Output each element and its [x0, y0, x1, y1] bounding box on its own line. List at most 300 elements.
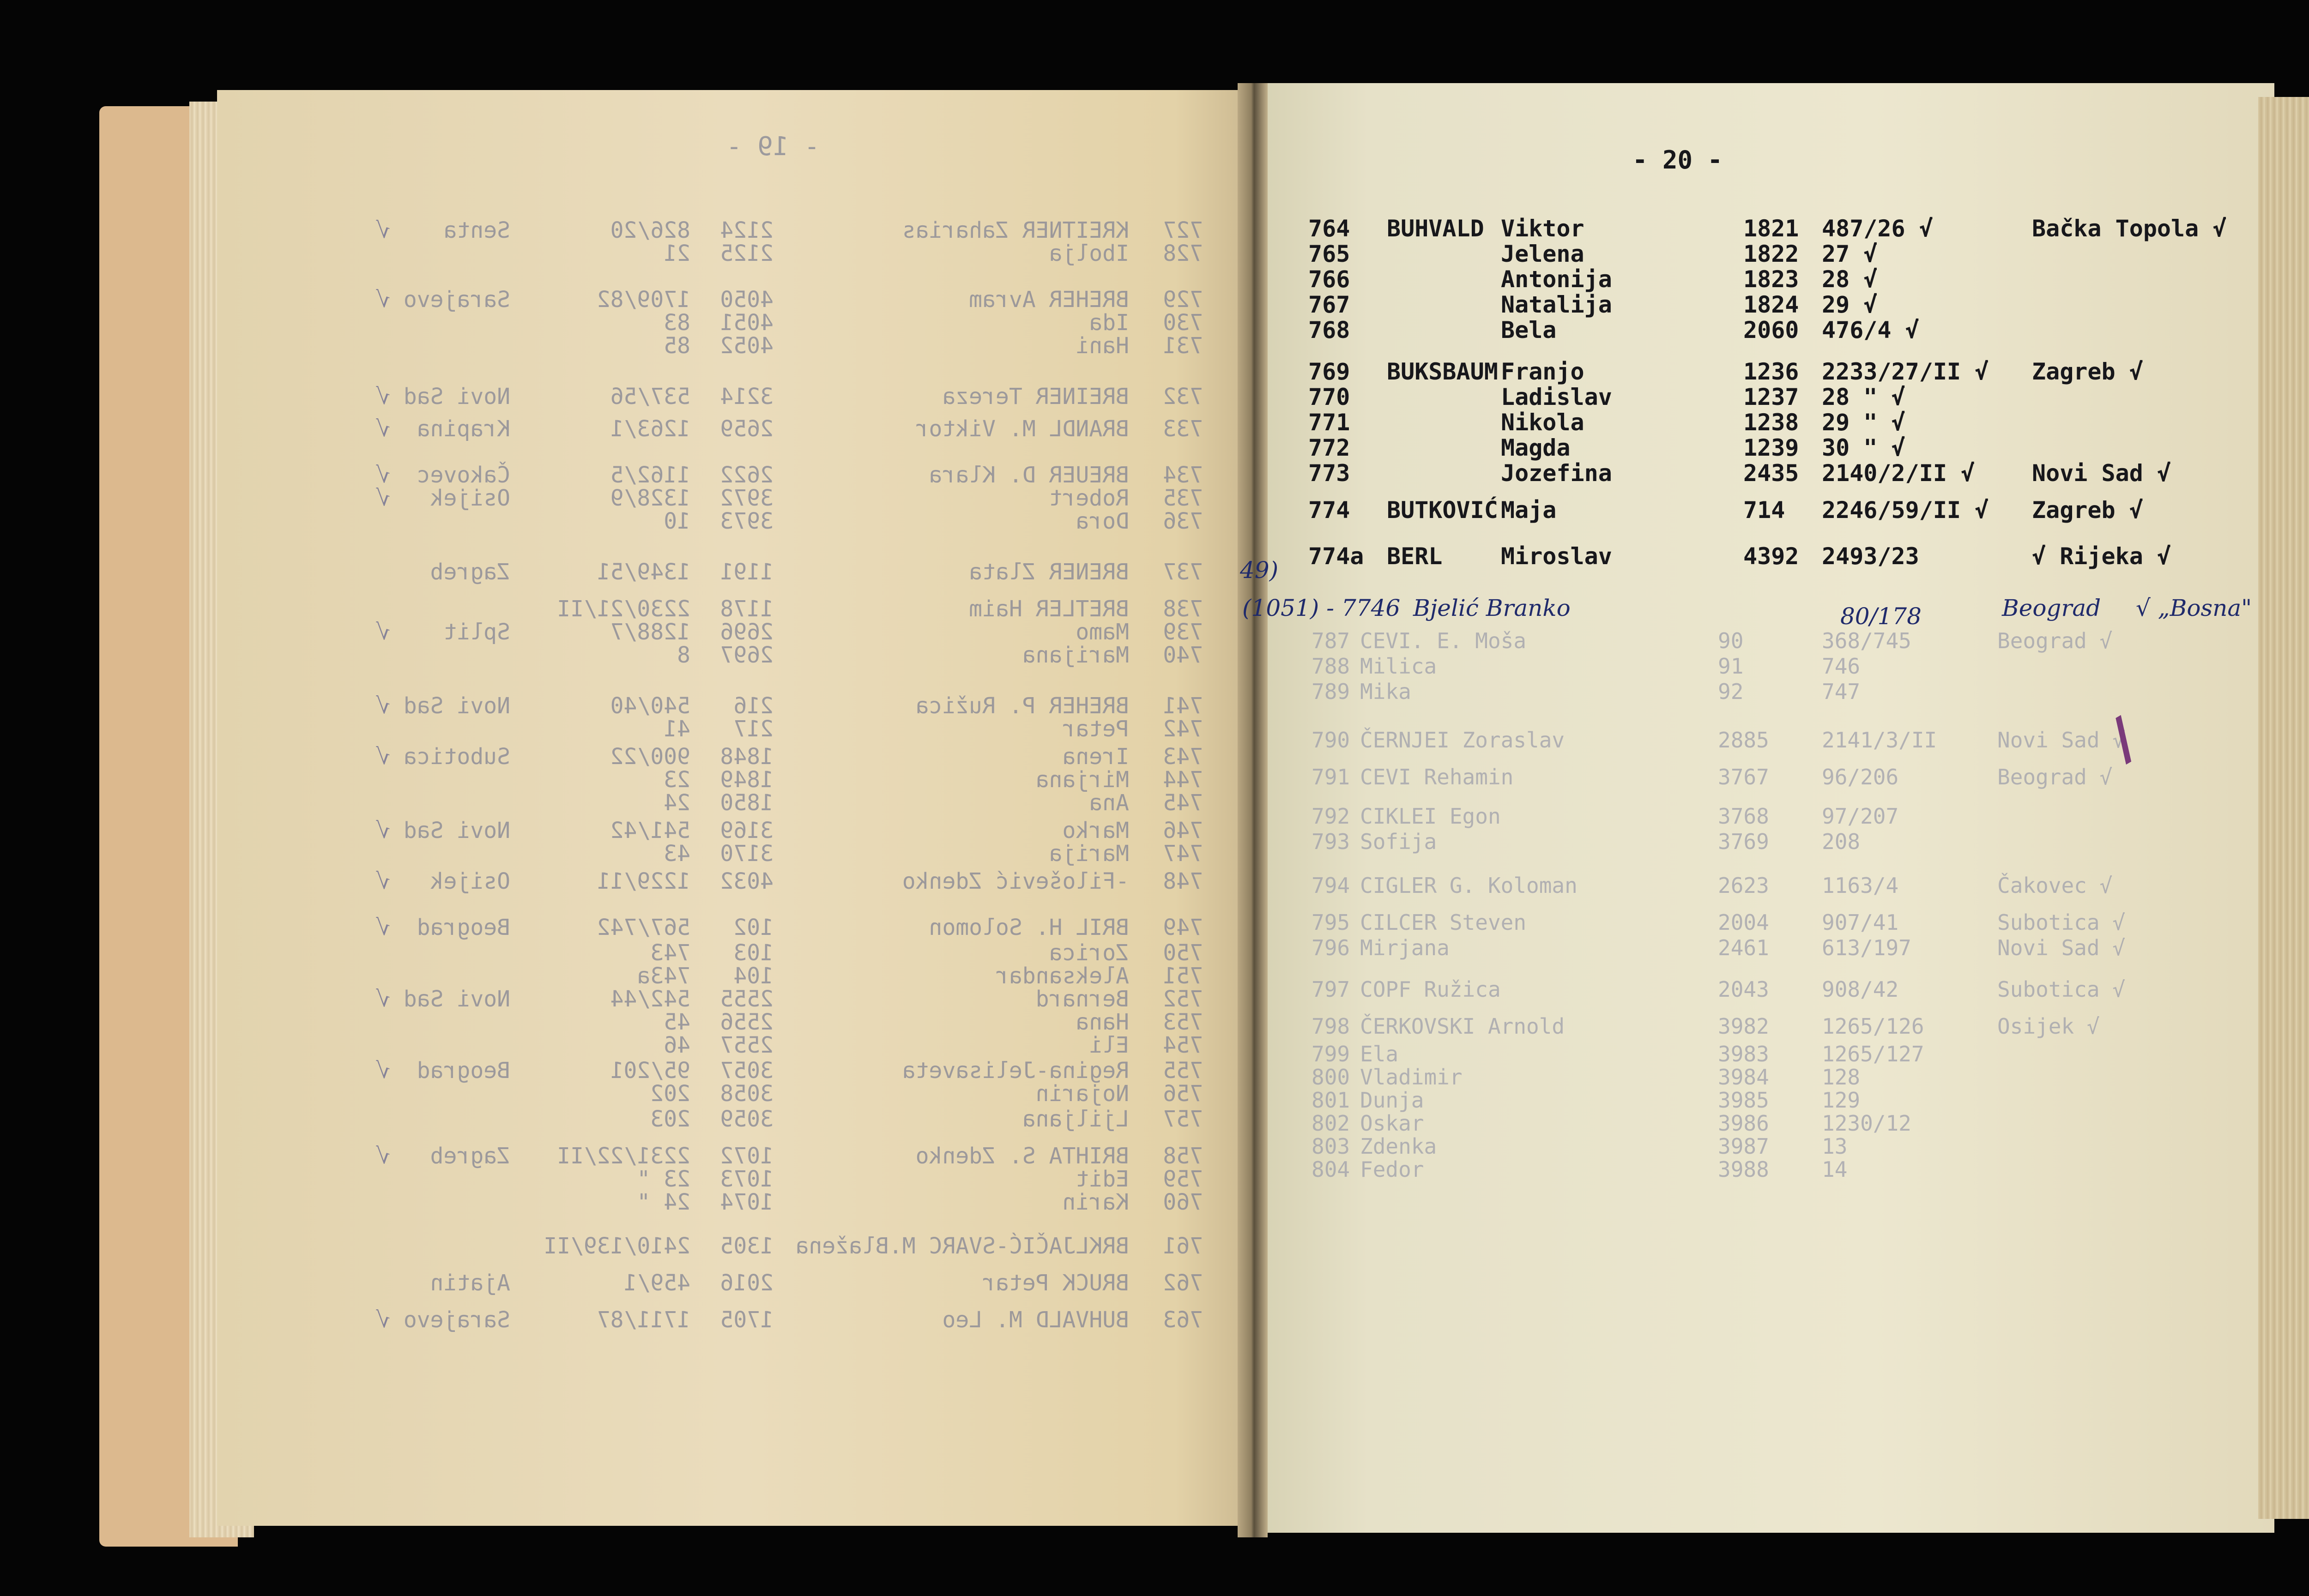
person-name: BRKLJAČIĆ-SVARC M.Blažena — [795, 1233, 1129, 1259]
person-id: 1705 — [720, 1307, 774, 1333]
reference-number: 1163/4 — [1822, 873, 1899, 898]
entry-number: 761 — [1163, 1233, 1203, 1259]
person-name: CIKLEI Egon — [1360, 804, 1501, 829]
reference-number: 30 " √ — [1822, 434, 1905, 461]
person-id: 1822 — [1743, 241, 1799, 267]
person-name: Eli — [1089, 1032, 1129, 1058]
person-name: Petar — [1062, 716, 1129, 742]
entry-number: 799 — [1312, 1042, 1350, 1066]
person-name: BREHER Avram — [969, 287, 1129, 313]
entry-number: 742 — [1163, 716, 1203, 742]
reference-number: 567/742 — [597, 915, 690, 940]
checkmark: √ — [376, 416, 390, 442]
city-name: Krapina — [417, 416, 510, 442]
city-name: Čakovec √ — [1997, 873, 2113, 898]
reference-number: 542/44 — [610, 986, 690, 1012]
entry-number: 766 — [1308, 266, 1350, 293]
city-name: Zagreb — [430, 1143, 510, 1169]
entry-number: 731 — [1163, 333, 1203, 359]
reference-number: 27 √ — [1822, 241, 1878, 267]
entry-number: 788 — [1312, 654, 1350, 679]
city-name: Novi Sad — [403, 384, 510, 410]
person-name: Zdenka — [1360, 1134, 1437, 1159]
handwritten-ref: 80/178 — [1840, 603, 1922, 630]
entry-number: 793 — [1312, 829, 1350, 854]
person-name: CIGLER G. Koloman — [1360, 873, 1578, 898]
person-id: 1238 — [1743, 409, 1799, 436]
checkmark: √ — [376, 693, 390, 719]
person-id: 3984 — [1718, 1065, 1769, 1090]
person-id: 103 — [733, 940, 774, 966]
handwritten-city: Beograd — [2002, 595, 2101, 621]
handwritten-name: Bjelić Branko — [1413, 595, 1571, 621]
person-name: Aleksandar — [996, 963, 1129, 989]
person-id: 3214 — [720, 384, 774, 410]
entry-number: 750 — [1163, 940, 1203, 966]
reference-number: 747 — [1822, 679, 1861, 704]
person-id: 1824 — [1743, 291, 1799, 318]
person-id: 1074 — [720, 1189, 774, 1215]
city-name: Bačka Topola √ — [2032, 215, 2227, 242]
person-id: 2697 — [720, 642, 774, 668]
entry-number: 801 — [1312, 1088, 1350, 1113]
person-name: Edit — [1076, 1166, 1129, 1192]
person-name: Robert — [1049, 485, 1129, 511]
person-id: 2557 — [720, 1032, 774, 1058]
person-name: BREINER Tereza — [942, 384, 1129, 410]
city-name: Subotica — [403, 744, 510, 770]
person-name: Ibolja — [1049, 241, 1129, 266]
entry-number: 734 — [1163, 462, 1203, 488]
person-id: 216 — [733, 693, 774, 719]
entry-number: 800 — [1312, 1065, 1350, 1090]
entry-number: 753 — [1163, 1009, 1203, 1035]
city-name: Osijek — [430, 868, 510, 894]
entry-number: 795 — [1312, 910, 1350, 935]
entry-number: 773 — [1308, 460, 1350, 487]
given-name: Natalija — [1501, 291, 1612, 318]
person-id: 2043 — [1718, 977, 1769, 1002]
person-id: 3767 — [1718, 765, 1769, 789]
reference-number: 1265/127 — [1822, 1042, 1924, 1066]
entry-number: 752 — [1163, 986, 1203, 1012]
checkmark: √ — [376, 986, 390, 1012]
person-id: 1191 — [720, 559, 774, 585]
entry-number: 796 — [1312, 935, 1350, 960]
reference-number: 613/197 — [1822, 935, 1911, 960]
entry-number: 770 — [1308, 384, 1350, 410]
reference-number: 29 " √ — [1822, 409, 1905, 436]
entry-number: 735 — [1163, 485, 1203, 511]
person-id: 1237 — [1743, 384, 1799, 410]
entry-number: 771 — [1308, 409, 1350, 436]
reference-number: 746 — [1822, 654, 1861, 679]
given-name: Miroslav — [1501, 543, 1612, 570]
reference-number: 487/26 √ — [1822, 215, 1933, 242]
handwritten-prefix: (1051) - 7746 — [1242, 595, 1401, 621]
person-id: 3987 — [1718, 1134, 1769, 1159]
surname: BUTKOVIĆ — [1387, 497, 1498, 524]
person-id: 3170 — [720, 841, 774, 867]
entry-number: 756 — [1163, 1081, 1203, 1107]
person-id: 3986 — [1718, 1111, 1769, 1136]
checkmark: √ — [376, 287, 390, 313]
reference-number: 29 √ — [1822, 291, 1878, 318]
person-id: 3058 — [720, 1081, 774, 1107]
person-name: Nojarin — [1035, 1081, 1129, 1107]
entry-number: 797 — [1312, 977, 1350, 1002]
entry-number: 765 — [1308, 241, 1350, 267]
person-id: 2124 — [720, 217, 774, 243]
entry-number: 791 — [1312, 765, 1350, 789]
given-name: Maja — [1501, 497, 1557, 524]
person-name: Irena — [1062, 744, 1129, 770]
entry-number: 789 — [1312, 679, 1350, 704]
person-id: 92 — [1718, 679, 1744, 704]
checkmark: √ — [376, 915, 390, 940]
entry-number: 733 — [1163, 416, 1203, 442]
person-id: 4392 — [1743, 543, 1799, 570]
surname: BUKSBAUM — [1387, 358, 1498, 385]
person-id: 1305 — [720, 1233, 774, 1259]
person-id: 1178 — [720, 596, 774, 622]
given-name: Bela — [1501, 317, 1557, 343]
entry-number: 744 — [1163, 767, 1203, 793]
city-name: Beograd — [417, 915, 510, 940]
person-name: BRETLER Haim — [969, 596, 1129, 622]
entry-number: 727 — [1163, 217, 1203, 243]
handwritten-note: √ „Bosna" — [2136, 595, 2252, 621]
reference-number: 907/41 — [1822, 910, 1899, 935]
reference-number: 28 " √ — [1822, 384, 1905, 410]
reference-number: 28 √ — [1822, 266, 1878, 293]
person-id: 1850 — [720, 790, 774, 816]
entry-number: 787 — [1312, 628, 1350, 653]
person-id: 3972 — [720, 485, 774, 511]
person-id: 1236 — [1743, 358, 1799, 385]
person-name: -Filošević Zdenko — [902, 868, 1129, 894]
checkmark: √ — [376, 485, 390, 511]
city-name: Novi Sad √ — [1997, 935, 2125, 960]
given-name: Viktor — [1501, 215, 1584, 242]
person-name: Marko — [1062, 818, 1129, 843]
person-name: BRUCK Petar — [982, 1270, 1129, 1296]
person-id: 2435 — [1743, 460, 1799, 487]
entry-number: 759 — [1163, 1166, 1203, 1192]
reference-number: 2230/21/II — [557, 596, 690, 622]
reference-number: 129 — [1822, 1088, 1861, 1113]
checkmark: √ — [376, 1143, 390, 1169]
person-id: 104 — [733, 963, 774, 989]
person-name: Mirjana — [1035, 767, 1129, 793]
given-name: Jozefina — [1501, 460, 1612, 487]
checkmark: √ — [376, 744, 390, 770]
person-id: 1821 — [1743, 215, 1799, 242]
person-name: Marija — [1049, 841, 1129, 867]
reference-number: 13 — [1822, 1134, 1848, 1159]
person-name: BUHVALD M. Leo — [942, 1307, 1129, 1333]
entry-number: 755 — [1163, 1058, 1203, 1084]
checkmark: √ — [376, 217, 390, 243]
reference-number: 43 — [664, 841, 690, 867]
entry-number: 790 — [1312, 728, 1350, 753]
given-name: Jelena — [1501, 241, 1584, 267]
person-id: 1072 — [720, 1143, 774, 1169]
person-id: 4052 — [720, 333, 774, 359]
person-id: 3169 — [720, 818, 774, 843]
city-name: Osijek √ — [1997, 1014, 2100, 1039]
checkmark: √ — [376, 818, 390, 843]
right-page-content: - 20 - 49) (1051) - 7746 Bjelić Branko 80/178 Beograd √ „Bosna" / 764 BUHVALD Viktor 1821 487/26 √ Bačka Topola √ 765 Jelena 1822 27 √ 766 Antonija 1823 28 √ 767 Natalija 1824 29 √ 768 Bela 2060 476/4 √ 769 BUKSBAUM Franjo 1236 2233/27/II √ Zagreb √ 770 Ladislav 1237 28 " √ 771 Nikola 1238 29 " √ 772 Magda 1239 30 " √ 773 Jozefina 2435 2140/2/II √ Novi Sad √ 774 BUTKOVIĆ Maja 714 2246/59/II √ Zagreb √ 774a BERL Miroslav 4392 2493/23 √ Rijeka √ — [1240, 145, 2252, 772]
person-id: 3768 — [1718, 804, 1769, 829]
person-name: Ela — [1360, 1042, 1399, 1066]
person-id: 2696 — [720, 619, 774, 645]
given-name: Nikola — [1501, 409, 1584, 436]
city-name: Beograd — [417, 1058, 510, 1084]
entry-number: 748 — [1163, 868, 1203, 894]
city-name: Novi Sad √ — [1997, 728, 2125, 753]
given-name: Antonija — [1501, 266, 1612, 293]
reference-number: 1709/82 — [597, 287, 690, 313]
reference-number: 459/1 — [623, 1270, 690, 1296]
entry-number: 774a — [1308, 543, 1364, 570]
person-id: 3988 — [1718, 1157, 1769, 1182]
reference-number: 14 — [1822, 1157, 1848, 1182]
entry-number: 794 — [1312, 873, 1350, 898]
entry-number: 802 — [1312, 1111, 1350, 1136]
person-id: 2623 — [1718, 873, 1769, 898]
person-id: 2556 — [720, 1009, 774, 1035]
person-id: 1073 — [720, 1166, 774, 1192]
person-id: 2004 — [1718, 910, 1769, 935]
person-name: Ida — [1089, 310, 1129, 336]
reference-number: 45 — [664, 1009, 690, 1035]
person-name: Dora — [1076, 508, 1129, 534]
reference-number: 23 — [664, 767, 690, 793]
given-name: Franjo — [1501, 358, 1584, 385]
person-name: BRIL H. Solomon — [929, 915, 1129, 940]
reference-number: 537/56 — [610, 384, 690, 410]
entry-number: 743 — [1163, 744, 1203, 770]
reference-number: 743a — [637, 963, 690, 989]
entry-number: 764 — [1308, 215, 1350, 242]
person-name: Karin — [1062, 1189, 1129, 1215]
person-id: 91 — [1718, 654, 1744, 679]
entry-number: 730 — [1163, 310, 1203, 336]
entry-number: 740 — [1163, 642, 1203, 668]
reference-number: 1711/87 — [597, 1307, 690, 1333]
person-id: 90 — [1718, 628, 1744, 653]
entry-number: 804 — [1312, 1157, 1350, 1182]
reference-number: 540/40 — [610, 693, 690, 719]
entry-number: 751 — [1163, 963, 1203, 989]
entry-number: 758 — [1163, 1143, 1203, 1169]
city-name: Zagreb √ — [2032, 497, 2143, 524]
reference-number: 46 — [664, 1032, 690, 1058]
reference-number: 41 — [664, 716, 690, 742]
entry-number: 749 — [1163, 915, 1203, 940]
reference-number: 10 — [664, 508, 690, 534]
reference-number: 1265/126 — [1822, 1014, 1924, 1039]
person-name: CEVI. E. Moša — [1360, 628, 1527, 653]
reference-number: 1162/5 — [610, 462, 690, 488]
city-name: Beograd √ — [1997, 765, 2113, 789]
city-name: Subotica √ — [1997, 977, 2125, 1002]
reference-number: 541/42 — [610, 818, 690, 843]
person-name: Marijana — [1022, 642, 1129, 668]
checkmark: √ — [376, 384, 390, 410]
reference-number: 8 — [677, 642, 690, 668]
checkmark: √ — [376, 462, 390, 488]
person-name: ČERNJEI Zoraslav — [1360, 728, 1565, 753]
city-name: Sarajevo — [403, 1307, 510, 1333]
reference-number: 2231/22/II — [557, 1143, 690, 1169]
city-name: Ajatin — [430, 1270, 510, 1296]
entry-number: 768 — [1308, 317, 1350, 343]
reference-number: 2140/2/II √ — [1822, 460, 1975, 487]
city-name: Osijek — [430, 485, 510, 511]
reference-number: 97/207 — [1822, 804, 1899, 829]
reference-number: 2493/23 — [1822, 543, 1919, 570]
surname: BERL — [1387, 543, 1443, 570]
entry-number: 736 — [1163, 508, 1203, 534]
person-id: 2125 — [720, 241, 774, 266]
person-id: 2060 — [1743, 317, 1799, 343]
person-id: 3057 — [720, 1058, 774, 1084]
reference-number: 24 — [664, 790, 690, 816]
checkmark: √ — [376, 1307, 390, 1333]
left-page-bleed-through — [217, 90, 1258, 1526]
person-name: BRENER Zlata — [969, 559, 1129, 585]
reference-number: 1349/51 — [597, 559, 690, 585]
entry-number: 772 — [1308, 434, 1350, 461]
person-id: 1239 — [1743, 434, 1799, 461]
entry-number: 737 — [1163, 559, 1203, 585]
city-name: Senta — [443, 217, 510, 243]
person-name: Vladimir — [1360, 1065, 1463, 1090]
reference-number: 202 — [650, 1081, 690, 1107]
entry-number: 803 — [1312, 1134, 1350, 1159]
person-id: 2555 — [720, 986, 774, 1012]
person-id: 4051 — [720, 310, 774, 336]
person-id: 102 — [733, 915, 774, 940]
city-name: Split — [443, 619, 510, 645]
reference-number: 476/4 √ — [1822, 317, 1919, 343]
person-name: BRANDL M. Viktor — [915, 416, 1129, 442]
person-name: BREHER P. Ružica — [915, 693, 1129, 719]
city-name: Sarajevo — [403, 287, 510, 313]
checkmark: √ — [376, 1058, 390, 1084]
person-name: Mirjana — [1360, 935, 1450, 960]
person-id: 1849 — [720, 767, 774, 793]
reference-number: 908/42 — [1822, 977, 1899, 1002]
city-name: Novi Sad — [403, 986, 510, 1012]
reference-number: 1229/11 — [597, 868, 690, 894]
person-name: Bernard — [1035, 986, 1129, 1012]
entry-number: 757 — [1163, 1106, 1203, 1132]
reference-number: 1288/7 — [610, 619, 690, 645]
person-name: CILCER Steven — [1360, 910, 1527, 935]
person-name: Mamo — [1076, 619, 1129, 645]
city-name: Novi Sad — [403, 818, 510, 843]
entry-number: 745 — [1163, 790, 1203, 816]
person-name: Hani — [1076, 333, 1129, 359]
person-name: Ana — [1089, 790, 1129, 816]
reference-number: 85 — [664, 333, 690, 359]
entry-number: 729 — [1163, 287, 1203, 313]
city-name: Subotica √ — [1997, 910, 2125, 935]
entry-number: 769 — [1308, 358, 1350, 385]
entry-number: 741 — [1163, 693, 1203, 719]
city-name: Beograd √ — [1997, 628, 2113, 653]
reference-number: 83 — [664, 310, 690, 336]
person-id: 4050 — [720, 287, 774, 313]
entry-number: 798 — [1312, 1014, 1350, 1039]
reference-number: 2246/59/II √ — [1822, 497, 1989, 524]
person-id: 2885 — [1718, 728, 1769, 753]
person-name: Dunja — [1360, 1088, 1424, 1113]
reference-number: 2233/27/II √ — [1822, 358, 1989, 385]
city-name: Čakovec — [417, 462, 510, 488]
entry-number: 747 — [1163, 841, 1203, 867]
reference-number: 23 " — [637, 1166, 690, 1192]
given-name: Magda — [1501, 434, 1571, 461]
person-id: 3985 — [1718, 1088, 1769, 1113]
person-id: 3769 — [1718, 829, 1769, 854]
person-id: 2622 — [720, 462, 774, 488]
person-id: 3983 — [1718, 1042, 1769, 1066]
person-name: Ljiljana — [1022, 1106, 1129, 1132]
person-id: 217 — [733, 716, 774, 742]
person-name: KREITNER Zaharias — [902, 217, 1129, 243]
entry-number: 792 — [1312, 804, 1350, 829]
entry-number: 754 — [1163, 1032, 1203, 1058]
reference-number: 203 — [650, 1106, 690, 1132]
person-id: 2659 — [720, 416, 774, 442]
entry-number: 763 — [1163, 1307, 1203, 1333]
checkmark: √ — [376, 868, 390, 894]
person-name: Hana — [1076, 1009, 1129, 1035]
person-name: COPF Ružica — [1360, 977, 1501, 1002]
reference-number: 1230/12 — [1822, 1111, 1911, 1136]
reference-number: 96/206 — [1822, 765, 1899, 789]
left-page-number: - 19 - — [726, 132, 820, 162]
person-name: Oskar — [1360, 1111, 1424, 1136]
person-id: 2461 — [1718, 935, 1769, 960]
entry-number: 774 — [1308, 497, 1350, 524]
person-name: BRIHTA S. Zdenko — [915, 1143, 1129, 1169]
person-id: 3982 — [1718, 1014, 1769, 1039]
entry-number: 739 — [1163, 619, 1203, 645]
person-id: 1823 — [1743, 266, 1799, 293]
reference-number: 128 — [1822, 1065, 1861, 1090]
person-name: Sofija — [1360, 829, 1437, 854]
person-name: Milica — [1360, 654, 1437, 679]
city-name: Zagreb √ — [2032, 358, 2143, 385]
given-name: Ladislav — [1501, 384, 1612, 410]
surname: BUHVALD — [1387, 215, 1484, 242]
person-name: Fedor — [1360, 1157, 1424, 1182]
reference-number: 21 — [664, 241, 690, 266]
person-name: Regina-Jelisaveta — [902, 1058, 1129, 1084]
entry-number: 760 — [1163, 1189, 1203, 1215]
city-name: √ Rijeka √ — [2032, 543, 2171, 570]
entry-number: 732 — [1163, 384, 1203, 410]
reference-number: 900/22 — [610, 744, 690, 770]
city-name: Novi Sad √ — [2032, 460, 2171, 487]
person-name: ČERKOVSKI Arnold — [1360, 1014, 1565, 1039]
person-name: Mika — [1360, 679, 1411, 704]
